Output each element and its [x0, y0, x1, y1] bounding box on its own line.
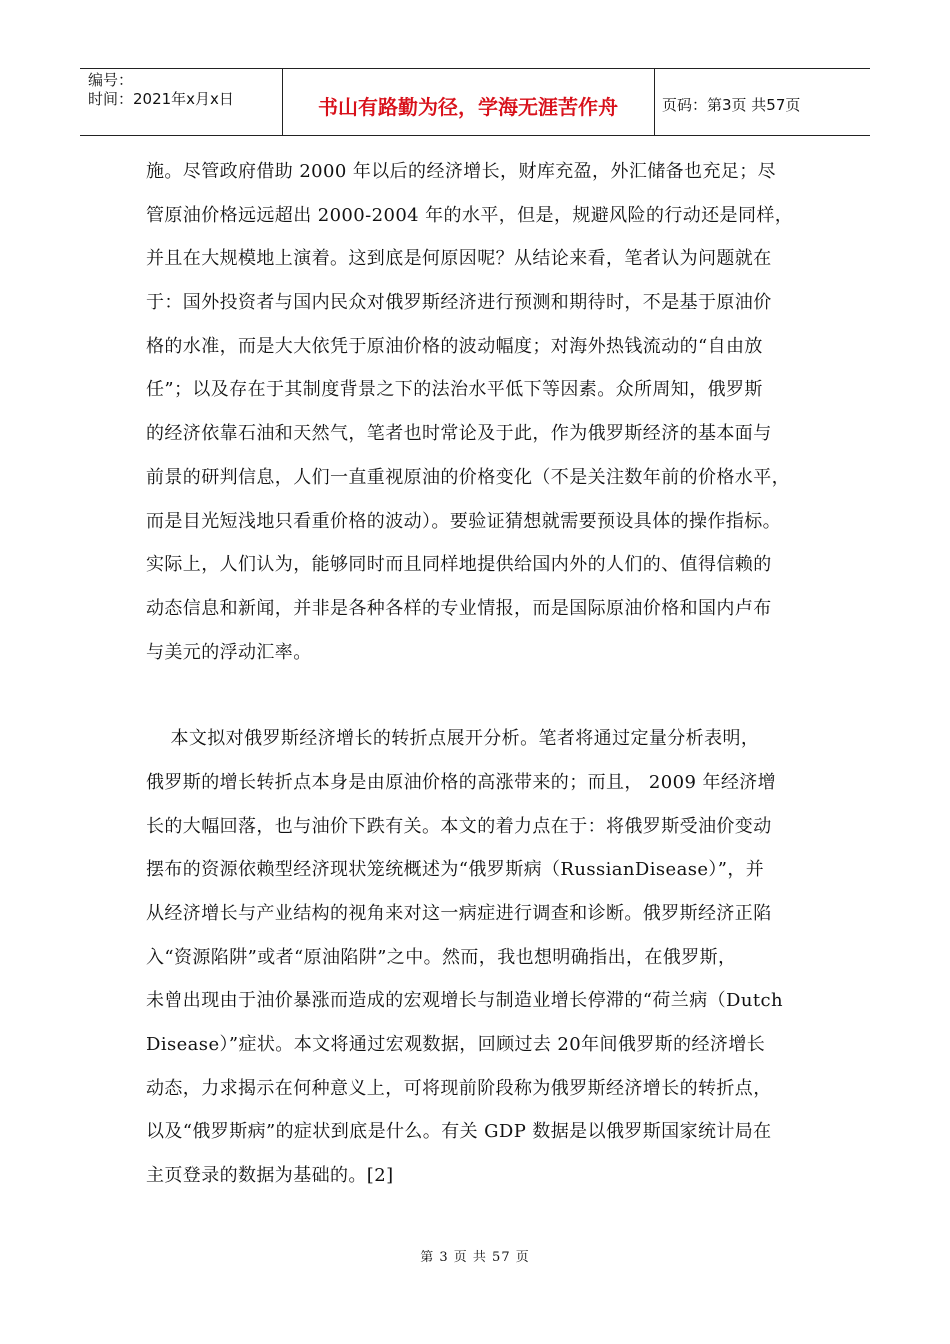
text-line: 管原油价格远远超出 2000-2004 年的水平，但是，规避风险的行动还是同样，: [146, 204, 794, 226]
text-line: 任”；以及存在于其制度背景之下的法治水平低下等因素。众所周知，俄罗斯: [146, 379, 763, 401]
text-line: 摆布的资源依赖型经济现状笼统概述为“俄罗斯病（RussianDisease）”，并: [146, 859, 765, 881]
text-line: 本文拟对俄罗斯经济增长的转折点展开分析。笔者将通过定量分析表明，: [146, 728, 760, 750]
header-motto: 书山有路勤为径，学海无涯苦作舟: [318, 94, 618, 119]
header-divider: [654, 69, 655, 135]
document-time-label: 时间：2021年x月x日: [88, 90, 234, 108]
text-line: 动态，力求揭示在何种意义上，可将现前阶段称为俄罗斯经济增长的转折点，: [146, 1077, 772, 1099]
text-line: 主页登录的数据为基础的。[2]: [146, 1165, 394, 1187]
text-line: 动态信息和新闻，并非是各种各样的专业情报，而是国际原油价格和国内卢布: [146, 597, 772, 619]
paragraph: [146, 717, 811, 1198]
text-line: 而是目光短浅地只看重价格的波动）。要验证猜想就需要预设具体的操作指标。: [146, 510, 781, 532]
header-page-info: 页码：第3页 共57页: [662, 95, 801, 114]
text-line: 于：国外投资者与国内民众对俄罗斯经济进行预测和期待时，不是基于原油价: [146, 292, 772, 314]
text-line: 前景的研判信息，人们一直重视原油的价格变化（不是关注数年前的价格水平，: [146, 466, 790, 488]
document-body: [146, 150, 811, 1198]
page-header: [80, 68, 870, 136]
text-line: 施。尽管政府借助 2000 年以后的经济增长，财库充盈，外汇储备也充足；尽: [146, 161, 777, 182]
text-line: 与美元的浮动汇率。: [146, 641, 312, 663]
page-footer: 第 3 页 共 57 页: [420, 1250, 530, 1265]
text-line: 并且在大规模地上演着。这到底是何原因呢？从结论来看，笔者认为问题就在: [146, 248, 772, 270]
header-meta: [88, 71, 234, 109]
text-line: 格的水准，而是大大依凭于原油价格的波动幅度；对海外热钱流动的“自由放: [146, 335, 763, 357]
text-line: 实际上，人们认为，能够同时而且同样地提供给国内外的人们的、值得信赖的: [146, 554, 772, 576]
paragraph: [146, 150, 811, 674]
document-number-label: 编号：: [88, 71, 134, 89]
text-line: 长的大幅回落，也与油价下跌有关。本文的着力点在于：将俄罗斯受油价变动: [146, 815, 772, 837]
text-line: 以及“俄罗斯病”的症状到底是什么。有关 GDP 数据是以俄罗斯国家统计局在: [146, 1121, 772, 1143]
text-line: 俄罗斯的增长转折点本身是由原油价格的高涨带来的；而且， 2009 年经济增: [146, 771, 777, 793]
text-line: 从经济增长与产业结构的视角来对这一病症进行调查和诊断。俄罗斯经济正陷: [146, 903, 772, 924]
text-line: 的经济依靠石油和天然气，笔者也时常论及于此，作为俄罗斯经济的基本面与: [146, 423, 772, 445]
text-line: 入“资源陷阱”或者“原油陷阱”之中。然而，我也想明确指出，在俄罗斯，: [146, 946, 737, 968]
paragraph-spacer: [146, 674, 811, 717]
text-line: Disease）”症状。本文将通过宏观数据，回顾过去 20年间俄罗斯的经济增长: [146, 1034, 766, 1056]
text-line: 未曾出现由于油价暴涨而造成的宏观增长与制造业增长停滞的“荷兰病（Dutch: [146, 990, 783, 1012]
